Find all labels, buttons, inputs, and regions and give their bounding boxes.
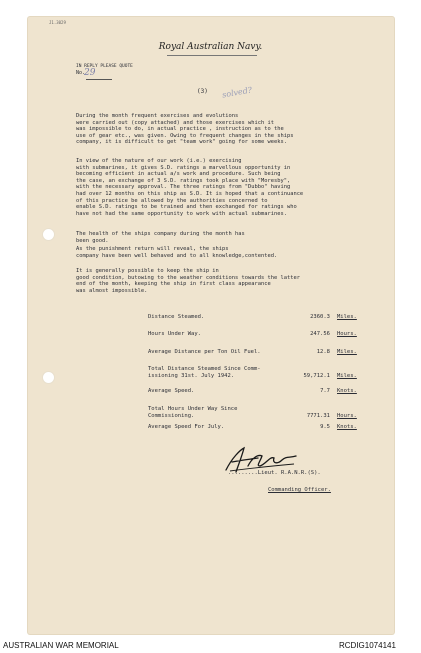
stat-label: Distance Steamed. <box>148 314 205 320</box>
stat-value: 12.8 <box>316 349 330 355</box>
stat-label: Hours Under Way. <box>148 331 201 337</box>
paragraph-line: During the month frequent exercises and evolutions <box>76 113 239 119</box>
paragraph <box>76 158 394 217</box>
paragraph-line: were carried out (copy attached) and those exercises which it <box>76 119 274 126</box>
paragraph-line: becoming efficient in actual a/s work and procedure. Such being <box>76 171 281 178</box>
stat-unit: Knots. <box>337 424 357 430</box>
paragraph-line: It is generally possible to keep the ship in <box>76 268 219 274</box>
stat-label: Total Hours Under Way Since <box>148 406 238 412</box>
stat-label: Average Speed For July. <box>148 424 225 430</box>
stat-value: 59,712.1 <box>303 373 330 379</box>
paragraph <box>76 113 394 146</box>
stat-unit: Miles. <box>337 373 357 379</box>
page-number: (3) <box>197 88 208 95</box>
archive-reference: RCDIG1074141 <box>339 641 396 650</box>
stat-value: 2360.3 <box>310 314 330 320</box>
paragraph-line: In view of the nature of our work (i.e.) exercising <box>76 158 242 164</box>
stat-unit: Miles. <box>337 314 357 320</box>
paragraph-line: with the necessary approval. The three ratings from "Dubbo" having <box>76 184 291 191</box>
paragraph-line: As the punishment return will reveal, the ships <box>76 246 229 252</box>
stat-value: 9.5 <box>320 424 330 430</box>
reply-number-prefix: No. <box>76 70 86 76</box>
paragraph-line: had over 12 months on this ship as S.D. It is hoped that a continuance <box>76 190 304 197</box>
stat-label: issioning 31st. July 1942. <box>148 373 235 379</box>
stat-unit: Hours. <box>337 413 357 419</box>
paragraph-line: end of the month, keeping the ship in first class appearance <box>76 281 271 288</box>
reply-quote-label: IN REPLY PLEASE QUOTE <box>76 64 133 69</box>
stat-label: Average Speed. <box>148 388 195 394</box>
document-page <box>28 17 394 634</box>
paragraph-line: company have been well behaved and to all knowledge,contented. <box>76 252 278 259</box>
paragraph <box>76 246 394 259</box>
letterhead-title: Royal Australian Navy. <box>158 42 263 52</box>
stat-label: Average Distance per Ton Oil Fuel. <box>148 349 261 355</box>
paragraph-line: good condition, butowing to the weather conditions towards the latter <box>76 274 300 281</box>
paragraph-line: was almost impossible. <box>76 287 148 294</box>
punch-hole <box>42 371 55 384</box>
paragraph-line: been good. <box>76 237 109 244</box>
paragraph-line: with submarines, it gives S.D. ratings a marvellous opportunity in <box>76 164 291 171</box>
archive-credit: AUSTRALIAN WAR MEMORIAL <box>3 641 119 650</box>
paragraph-line: enable S.D. ratings to be trained and then exchanged for ratings who <box>76 204 297 211</box>
punch-hole <box>42 228 55 241</box>
paragraph-line: The health of the ships company during the month has <box>76 231 245 237</box>
stat-value: 7.7 <box>320 388 330 394</box>
stat-label: Total Distance Steamed Since Comm- <box>148 366 261 372</box>
paragraph-line: of this practice be allowed by the authorities concerned to <box>76 197 268 204</box>
stat-unit: Miles. <box>337 349 357 355</box>
signature-line: .........Lieut. R.A.N.R.(S). <box>228 470 321 476</box>
paragraph-line: use of gear etc., was given. Owing to frequent changes in the ships <box>76 132 294 139</box>
paragraph <box>76 268 394 294</box>
paragraph-line: company, it is difficult to get "team work" going for some weeks. <box>76 139 287 146</box>
paragraph-line: the case, an exchange of 3 S.D. ratings took place with "Moresby", <box>76 177 291 184</box>
paragraph-line: was impossible to do, in actual practice , instruction as to the <box>76 126 284 133</box>
stat-value: 247.56 <box>310 331 330 337</box>
stat-unit: Knots. <box>337 388 357 394</box>
stat-label: Commissioning. <box>148 413 195 419</box>
form-code: J1.3029 <box>49 20 66 25</box>
pencil-margin-note: solved? <box>221 85 253 100</box>
letterhead-rule <box>167 55 257 56</box>
reply-number-value: 29 <box>84 68 96 78</box>
reply-number-underline <box>86 79 112 80</box>
paragraph <box>76 231 394 244</box>
stat-value: 7771.31 <box>306 413 330 419</box>
signatory-role: Commanding Officer. <box>268 487 331 493</box>
stat-unit: Hours. <box>337 331 357 337</box>
paragraph-line: have not had the same opportunity to work with actual submarines. <box>76 210 287 217</box>
